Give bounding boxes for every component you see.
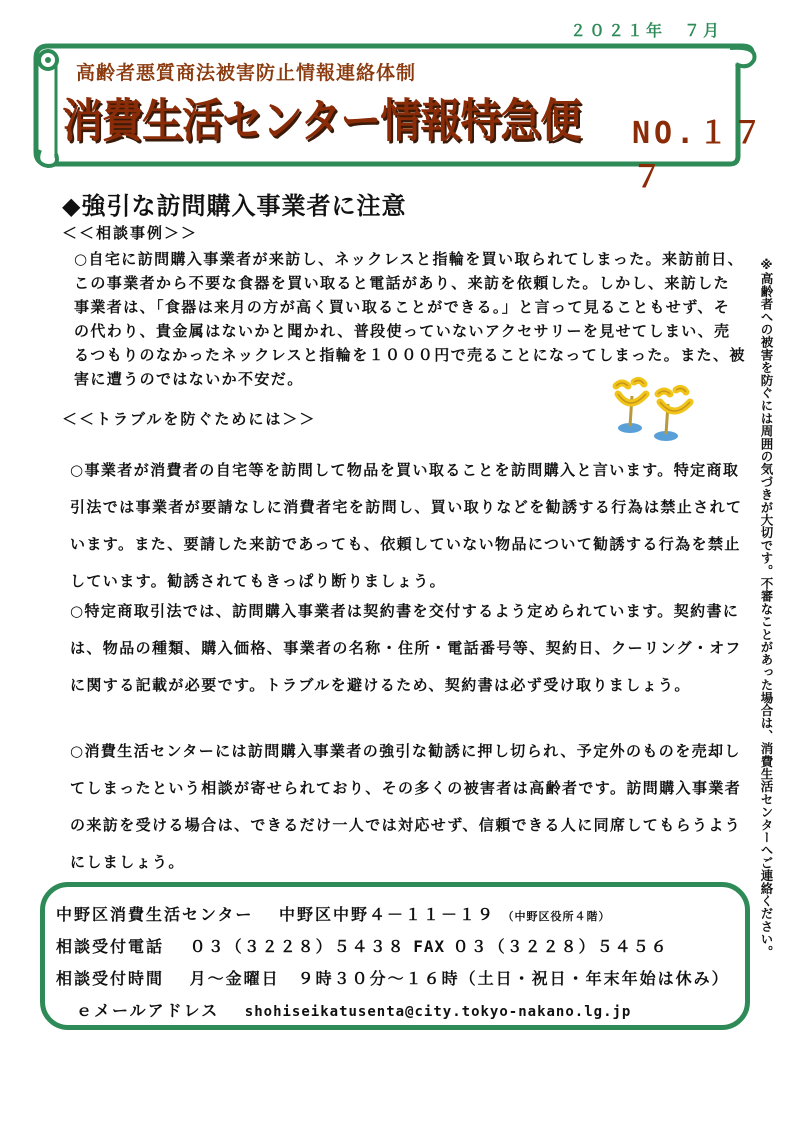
issue-date: ２０２１年 ７月 [570,21,723,40]
newsletter-subtitle: 高齢者悪質商法被害防止情報連絡体制 [76,62,417,84]
hours-text: 月～金曜日 ９時３０分～１６時（土日・祝日・年末年始は休み） [189,969,730,988]
center-address: 中野区中野４－１１－１９ [278,905,495,924]
hours-label: 相談受付時間 [56,969,165,988]
advice-item: ○消費生活センターには訪問購入事業者の強引な勧誘に押し切られ、予定外のものを売却してしまったという相談が寄せられており、その多くの被害者は高齢者です。訪問購入事業者の来訪を受ける場合は、できるだけ一人では対応せず、信頼できる人に同席してもらうようにしましょう。 [70,742,742,871]
prevention-label: ＜＜トラブルを防ぐためには＞＞ [62,410,317,428]
article-heading: ◆強引な訪問購入事業者に注意 [62,192,407,220]
issue-number: NO.１７７ [632,116,767,195]
email-link[interactable]: shohiseikatusenta@city.tokyo-nakano.lg.jp [244,1004,632,1020]
contact-hours-line [56,966,730,989]
contact-email-line [76,998,631,1021]
fax-number: ０３（３２２８）５４５６ [452,937,669,956]
fax-label: FAX [413,937,446,956]
address-note: （中野区役所４階） [502,910,611,923]
newsletter-title: 消費生活センター情報特急便 [62,94,581,148]
contact-phone-line [56,934,669,957]
side-note: ※高齢者への被害を防ぐには周囲の気づきが大切です。不審なことがあった場合は、消費生活センターへご連絡ください。 [759,257,774,958]
contact-address-line [56,902,611,925]
tsu-tsu-icon [608,372,712,442]
phone-number[interactable]: ０３（３２２８）５４３８ [189,937,406,956]
case-label: ＜＜相談事例＞＞ [62,224,199,242]
email-label: ｅメールアドレス [76,1001,220,1020]
center-name: 中野区消費生活センター [56,905,254,924]
advice-item: ○特定商取引法では、訪問購入事業者は契約書を交付するよう定められています。契約書には、物品の種類、購入価格、事業者の名称・住所・電話番号等、契約日、クーリング・オフに関する記載が必要です。トラブルを避けるため、契約書は必ず受け取りましょう。 [70,602,742,694]
phone-label: 相談受付電話 [56,937,165,956]
advice-item: ○事業者が消費者の自宅等を訪問して物品を買い取ることを訪問購入と言います。特定商取引法では事業者が要請なしに消費者宅を訪問し、買い取りなどを勧誘する行為は禁止されています。また、要請した来訪であっても、依頼していない物品について勧誘する行為を禁止しています。勧誘されてもきっぱり断りましょう。 [70,461,743,590]
case-text: ○自宅に訪問購入事業者が来訪し、ネックレスと指輪を買い取られてしまった。来訪前日、この事業者から不要な食器を買い取ると電話があり、来訪を依頼した。しかし、来訪した事業者は、「食器は来月の方が高く買い取ることができる。」と言って見ることもせず、その代わり、貴金属はないかと聞かれ、普段使っていないアクセサリーを見せてしまい、売るつもりのなかったネックレスと指輪を１０００円で売ることになってしまった。また、被害に遭うのではないか不安だ。 [74,250,746,388]
